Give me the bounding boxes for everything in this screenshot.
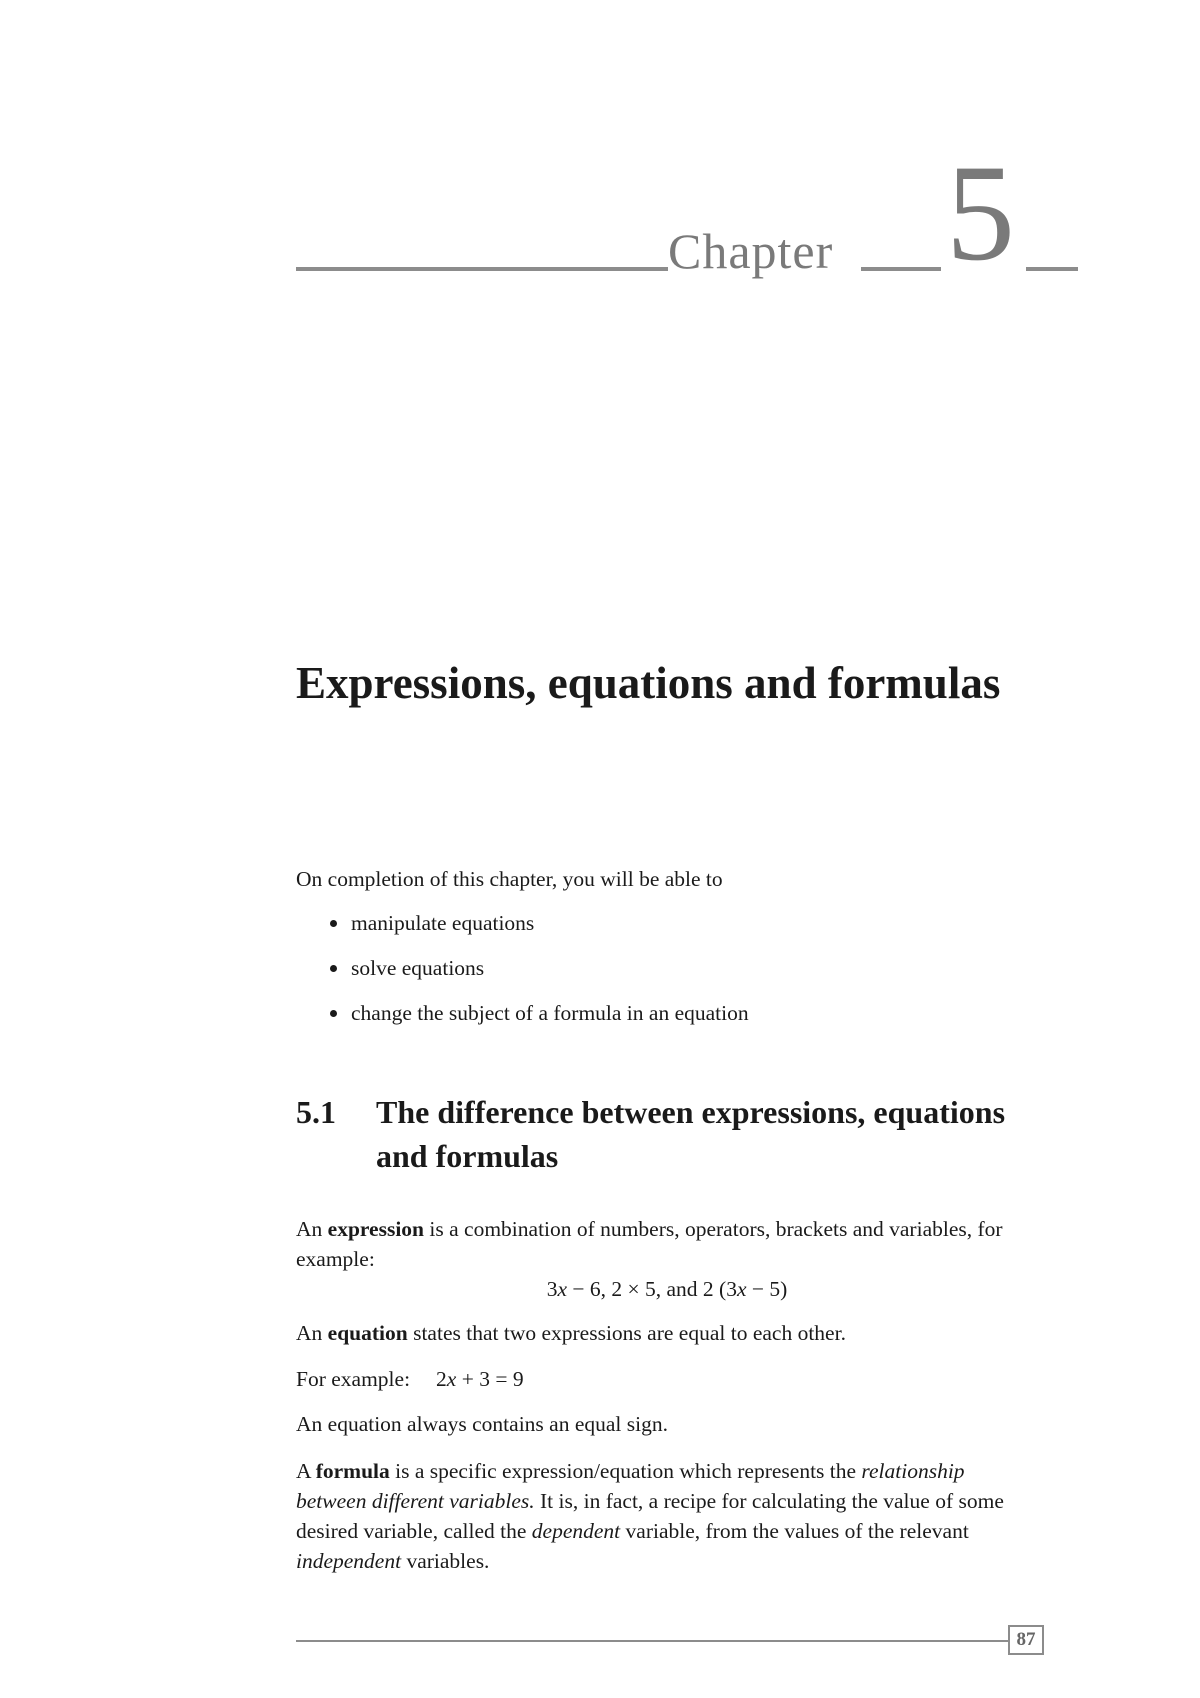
equal-sign-paragraph: An equation always contains an equal sign. (296, 1412, 668, 1436)
footer-rule (296, 1640, 1008, 1642)
math-coefficient: 3 (546, 1277, 558, 1301)
equation-term: equation (327, 1321, 408, 1345)
math-coefficient: 2 (436, 1367, 447, 1391)
equation-suffix: states that two expressions are equal to each other. (407, 1321, 846, 1345)
expression-suffix: is a combination of numbers, operators, brackets and variables, for example: (296, 1217, 1003, 1271)
math-text: − 5) (746, 1277, 788, 1301)
math-text: + 3 = 9 (456, 1367, 524, 1391)
formula-text: It is, in fact, a recipe for calculating the value of some desired variable, called the (296, 1489, 1004, 1543)
example-label: For example: (296, 1367, 411, 1391)
formula-paragraph (296, 1456, 1038, 1576)
formula-text: is a specific expression/equation which represents the (389, 1459, 862, 1483)
formula-term: formula (315, 1459, 390, 1483)
formula-text: variable, from the values of the relevant (620, 1519, 969, 1543)
expression-prefix: An (296, 1217, 328, 1241)
section-heading (296, 1090, 1036, 1178)
equation-paragraph (296, 1318, 1038, 1348)
chapter-label: Chapter (668, 223, 834, 279)
expression-term: expression (327, 1217, 425, 1241)
objective-text: solve equations (351, 956, 485, 980)
header-rule-right (1026, 267, 1078, 271)
example-paragraph (296, 1364, 1038, 1394)
bullet-icon (330, 920, 337, 927)
math-variable: x (446, 1367, 457, 1391)
section-number: 5.1 (296, 1094, 336, 1130)
expression-paragraph (296, 1214, 1038, 1274)
list-item (330, 998, 749, 1043)
formula-text: variables. (401, 1549, 490, 1573)
chapter-number: 5 (946, 136, 1015, 289)
objective-text: manipulate equations (351, 911, 535, 935)
math-text: − 6, 2 × 5, and 2 (3 (567, 1277, 737, 1301)
page-number: 87 (1008, 1625, 1044, 1655)
formula-prefix: A (296, 1459, 316, 1483)
math-variable: x (736, 1277, 747, 1301)
objective-text: change the subject of a formula in an equation (351, 1001, 749, 1025)
objectives-list (330, 908, 749, 1043)
list-item (330, 908, 749, 953)
chapter-title: Expressions, equations and formulas (296, 658, 1001, 708)
bullet-icon (330, 965, 337, 972)
intro-text: On completion of this chapter, you will be able to (296, 867, 723, 891)
math-variable: x (557, 1277, 567, 1301)
header-rule-middle (861, 267, 941, 271)
bullet-icon (330, 1010, 337, 1017)
equation-prefix: An (296, 1321, 328, 1345)
expression-examples (296, 1274, 1038, 1304)
formula-italic: dependent (531, 1519, 621, 1543)
list-item (330, 953, 749, 998)
formula-italic: independent (296, 1549, 402, 1573)
section-title: The difference between expressions, equations and formulas (376, 1094, 1006, 1174)
chapter-header (296, 136, 1078, 289)
header-rule-left (296, 267, 668, 271)
formula-italic: relationship between different variables. (296, 1459, 965, 1513)
